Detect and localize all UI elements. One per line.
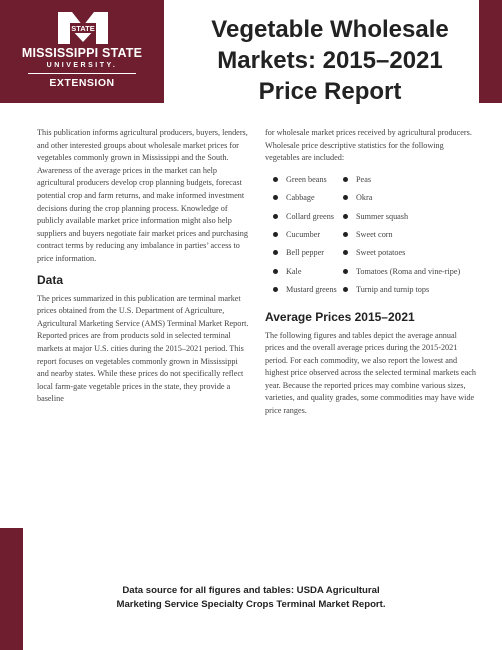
list-item-label: Cucumber	[286, 229, 321, 239]
title-line-2: Markets: 2015–2021	[217, 47, 443, 74]
data-paragraph-continued: for wholesale market prices received by agricultural producers. Wholesale price descriptive statistics for the following vegetables are included:	[265, 128, 472, 163]
average-prices-heading: Average Prices 2015–2021	[265, 309, 415, 324]
bullet-icon	[273, 195, 278, 200]
bullet-icon	[343, 250, 348, 255]
list-item-label: Tomatoes (Roma and vine-ripe)	[356, 266, 461, 276]
decorative-corner-bottom-left	[0, 528, 23, 650]
list-item	[343, 229, 473, 247]
list-item	[343, 266, 473, 284]
right-column	[265, 127, 477, 418]
list-item	[343, 284, 473, 302]
bullet-icon	[273, 269, 278, 274]
bullet-icon	[273, 287, 278, 292]
list-item-label: Sweet corn	[356, 229, 393, 239]
list-item	[273, 247, 343, 265]
bullet-icon	[343, 287, 348, 292]
list-item-label: Okra	[356, 193, 373, 203]
bullet-icon	[343, 177, 348, 182]
msu-m-emblem-icon	[56, 10, 110, 46]
logo-divider	[28, 73, 136, 74]
list-item	[273, 174, 343, 192]
list-item-label: Summer squash	[356, 211, 409, 221]
left-column	[37, 127, 249, 406]
list-item	[273, 192, 343, 210]
list-item-label: Collard greens	[286, 211, 334, 221]
title-line-3: Price Report	[258, 78, 402, 105]
list-item-label: Cabbage	[286, 193, 315, 203]
footer-line-1: Data source for all figures and tables: USDA Agricultural	[122, 585, 380, 596]
list-item-label: Bell pepper	[286, 248, 324, 258]
bullet-icon	[273, 232, 278, 237]
list-item	[343, 247, 473, 265]
msu-extension-logo	[0, 0, 164, 103]
bullet-icon	[273, 177, 278, 182]
average-prices-paragraph: The following figures and tables depict the average annual prices and the overall average prices during the 2015-2021 period. For each commodity, we also report the lowest and highest price observed across the selected terminal markets each year. Because the reported prices may combine various sizes, varieties, and quality grades, some commodities may have wide price ranges.	[265, 330, 476, 416]
list-item-label: Green beans	[286, 174, 327, 184]
decorative-corner-top-right	[479, 0, 502, 103]
bullet-icon	[273, 250, 278, 255]
title-line-1: Vegetable Wholesale	[211, 16, 449, 43]
list-item	[343, 211, 473, 229]
vegetable-list-column-2	[343, 174, 473, 303]
logo-line-2: UNIVERSITY.	[46, 62, 118, 69]
vegetable-list-column-1	[273, 174, 343, 303]
list-item-label: Sweet potatoes	[356, 248, 406, 258]
bullet-icon	[343, 195, 348, 200]
logo-line-1: MISSISSIPPI STATE	[21, 46, 143, 60]
list-item-label: Turnip and turnip tops	[356, 285, 430, 295]
list-item	[273, 211, 343, 229]
list-item	[343, 174, 473, 192]
data-heading: Data	[37, 272, 64, 287]
page-title	[190, 14, 470, 107]
vegetable-list	[265, 174, 477, 303]
list-item-label: Peas	[356, 174, 372, 184]
bullet-icon	[273, 214, 278, 219]
list-item	[273, 284, 343, 302]
data-paragraph: The prices summarized in this publication are terminal market prices obtained from the U.S. Department of Agriculture, Agricultural Marketing Service (AMS) Terminal Market Report. Reported prices are from products sold in selected terminal markets at major U.S. cities during the 2015–2021 period. This report focuses on vegetables commonly grown in Mississippi and nearby states. While these prices do not specifically reflect local farm-gate vegetable prices in the state, they provide a baseline	[37, 293, 249, 404]
logo-badge-text: STATE	[71, 24, 95, 33]
bullet-icon	[343, 269, 348, 274]
list-item-label: Mustard greens	[286, 285, 337, 295]
intro-paragraph: This publication informs agricultural producers, buyers, lenders, and other interested groups about wholesale market prices for vegetables commonly grown in Mississippi and the South. Awareness of the average prices in the market can help agricultural producers develop crop planning budgets, forecast potential crop and farm returns, and make informed investment decisions during the crop planning process. Knowledge of publicly available market price information might also help suppliers and buyers negotiate fair market prices and purchasing contract terms by reducing any imbalance in parties’ access to price information.	[37, 128, 248, 263]
bullet-icon	[343, 232, 348, 237]
footer-line-2: Marketing Service Specialty Crops Terminal Market Report.	[116, 599, 386, 610]
list-item	[273, 266, 343, 284]
list-item-label: Kale	[286, 266, 302, 276]
logo-line-3: EXTENSION	[49, 77, 115, 89]
list-item	[343, 192, 473, 210]
bullet-icon	[343, 214, 348, 219]
list-item	[273, 229, 343, 247]
data-source-note	[60, 584, 442, 612]
